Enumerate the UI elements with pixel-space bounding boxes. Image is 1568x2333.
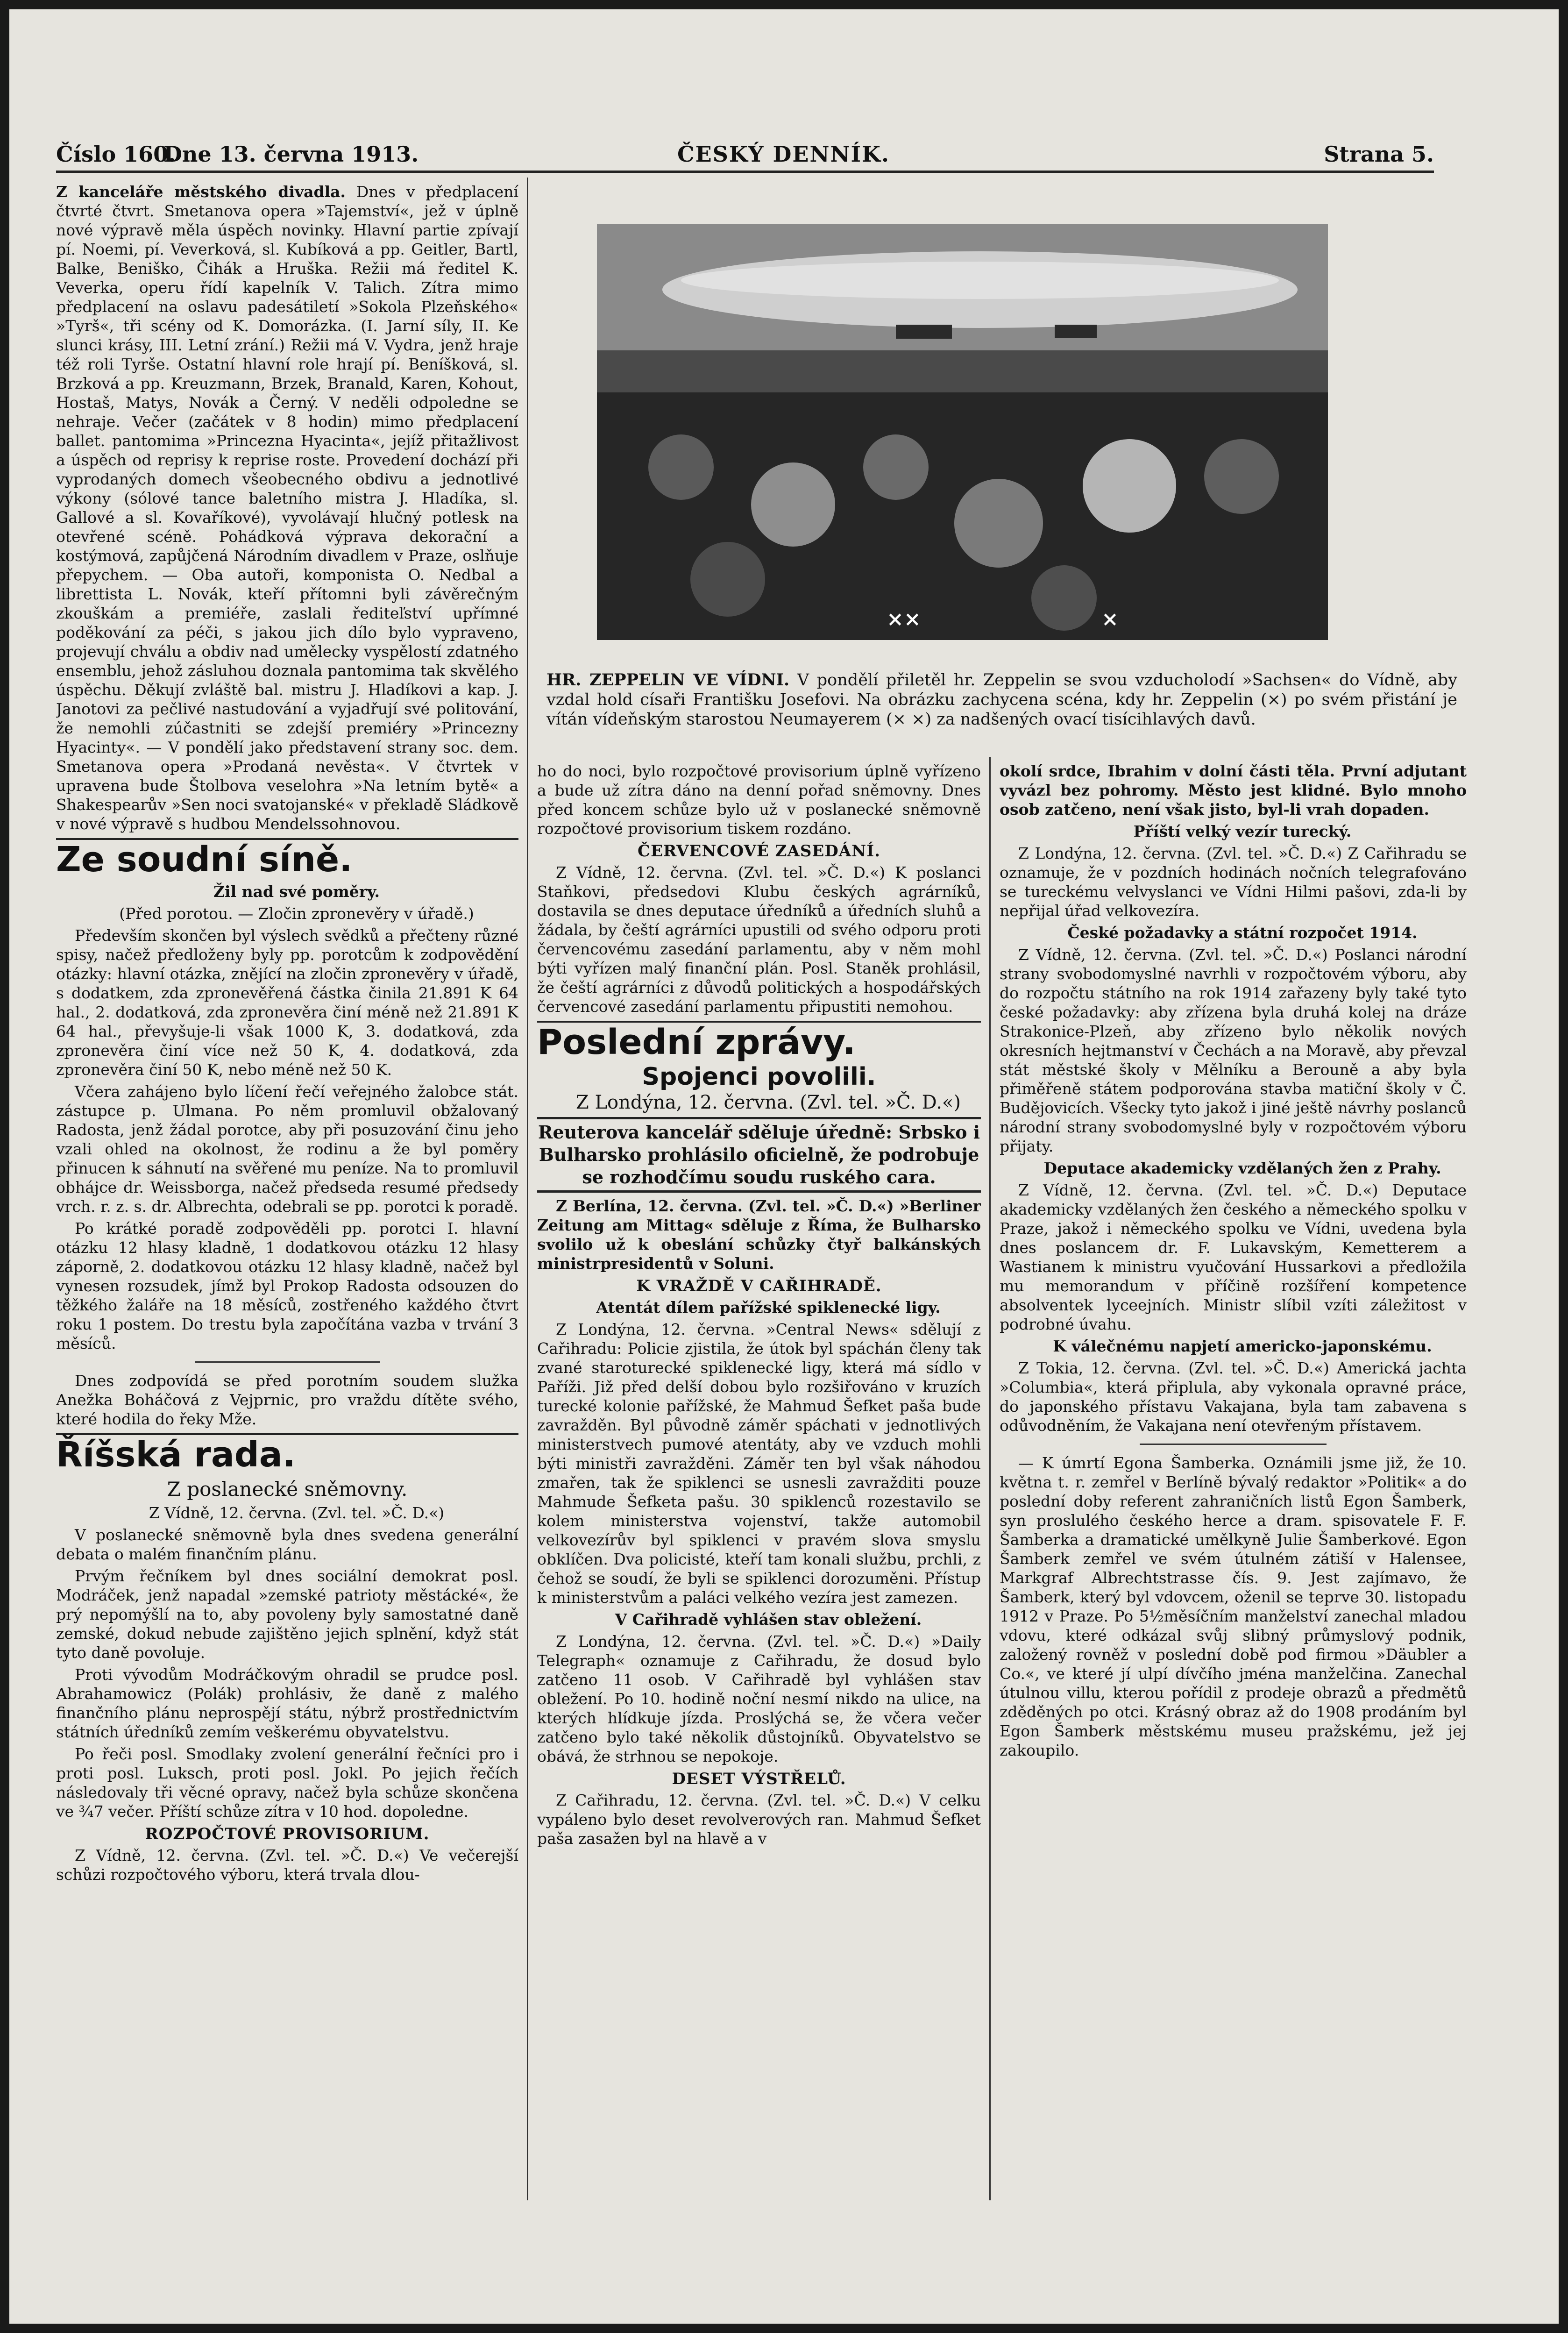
issue-date: Dne 13. června 1913. <box>163 142 419 167</box>
valecne-paragraph: Z Tokia, 12. června. (Zvl. tel. »Č. D.«) Americká jachta »Columbia«, která připlula, aby vykonala opravné práce, do japonského přístavu Vakajana, byla tam zabavena s odůvodněním, že Vakajana není otevřeným přístavem. <box>1000 1359 1467 1435</box>
theatre-text: Dnes v předplacení čtvrté čtvrt. Smetanova opera »Tajemství«, jež v úplně nové výpravě měla úspěch novinky. Hlavní partie zpívají pí. Noemi, pí. Veverková, sl. Kubíková a pp. Geitler, Bartl, Balke, Beniško, Čihák a Hruška. Režii má ředitel K. Veverka, operu řídí kapelník V. Talich. Zítra mimo předplacení na oslavu padesátiletí »Sokola Plzeňského« »Tyrš«, tři scény od K. Domorázka. (I. Jarní síly, II. Ke slunci krásy, III. Letní zrání.) Režii má V. Vydra, jenž hraje též roli Tyrše. Ostatní hlavní role hrají pí. Beníšková, sl. Brzková a pp. Kreuzmann, Brzek, Branald, Karen, Kohout, Hostaš, Matys, Novák a Černý. V neděli odpoledne se nehraje. Večer (začátek v 8 hodin) mimo předplacení ballet. pantomima »Princezna Hyacinta«, jejíž přitažlivost a úspěch od reprisy k reprise roste. Provedení dochází při vyprodaných domech všeobecného obdivu a jednotlivé výkony (sólové tance baletního mistra J. Hladíka, sl. Gallové a sl. Kovaříkové), vyvolávají hlučný potlesk na otevřené scéně. Pohádková výprava dekorační a kostýmová, zapůjčená Národním divadlem v Praze, oslňuje přepychem. — Oba autoři, komponista O. Nedbal a librettista L. Novák, kteří přítomni byli závěrečným zkouškám a premiéře, zaslali řediteľství upřímné poděkování za péči, s jakou jich dílo bylo vypraveno, projevují chválu a obdiv nad umělecky vyspělostí zdatného ensemblu, jehož zásluhou doznala pantomima tak skvělého úspěchu. Děkují zvláště bal. mistru J. Hladíkovi a kap. J. Janotovi za pečlivé nastudování a vyjadřují své politování, že nemohli zúčastniti se zdejší premiéry »Princezny Hyacinty«. — V pondělí jako představení strany soc. dem. Smetanova opera »Prodaná nevěsta«. V čtvrtek v upravena bude Štolbova veselohra »Na letním bytě« a Shakespearův »Sen noci svatojanské« v překladě Sládkově v nové výpravě s hudbou Mendelssohnovou. <box>56 183 518 833</box>
column-left <box>56 182 518 2200</box>
cervencove-paragraph: Z Vídně, 12. června. (Zvl. tel. »Č. D.«) K poslanci Staňkovi, předsedovi Klubu českých agrárníků, dostavila se dnes deputace úředníků a úředních sluhů a žádala, by čeští agrárníci upustili od svého odporu proti červencovému zasedání parlamentu, aby v něm mohl býti vyřízen malý finanční plán. Posl. Staněk prohlásil, že čeští agrárníci z důvodů politických a hospodářských červencové zasedání parlamentu připustiti nemohou. <box>537 863 981 1016</box>
rada-subtitle: Z poslanecké sněmovny. <box>167 1478 408 1501</box>
court-paragraph: Dnes zodpovídá se před porotním soudem služka Anežka Boháčová z Vejprnic, pro vraždu dítěte svého, které hodila do řeky Mže. <box>56 1372 518 1428</box>
rozpocet-paragraph: Z Vídně, 12. června. (Zvl. tel. »Č. D.«) Ve večerejší schůzi rozpočtového výboru, která trvala dlou- <box>56 1846 518 1884</box>
separator <box>195 1361 380 1363</box>
deputace-paragraph: Z Vídně, 12. června. (Zvl. tel. »Č. D.«) Deputace akademicky vzdělaných žen českého a německého spolku v Praze, jakož i německého spolku ve Vídni, uvedena byla dnes poslancem dr. F. Lukavským, Kemetterem a Wastianem k ministru vyučování Hussarkovi a předložila mu memorandum v příčině rozšíření kompetence absolventek lyceejních. Ministr slíbil vzíti záležitost v podrobné úvahu. <box>1000 1181 1467 1333</box>
vezir-paragraph: Z Londýna, 12. června. (Zvl. tel. »Č. D.«) Z Cařihradu se oznamuje, že v pozdních hodinách nočních telegrafováno se tureckému velvyslanci ve Vídni Hilmi pašovi, zda-li by nepřijal úřad velkovezíra. <box>1000 844 1467 920</box>
photo-caption <box>546 670 1457 729</box>
samberk-paragraph: — K úmrtí Egona Šamberka. Oznámili jsme již, že 10. května t. r. zemřel v Berlíně bývalý redaktor »Politik« a do poslední doby referent zahraničních listů Egon Šamberk, syn proslulého českého herce a dram. spisovatele F. F. Šamberka a dramatické umělkyně Julie Šamberkové. Egon Šamberk zemřel ve svém útulném zátiší v Halensee, Markgraf Albrechtstrasse čís. 9. Jest zajímavo, že Šamberk, který byl vdovcem, oženil se teprve 30. listopadu 1912 v Praze. Po 5½měsíčním manželství zanechal mladou vdovu, které odkázal svůj slibný průmyslový podnik, založený rovněž v poslední době pod firmou »Däubler a Co.«, ve které jí ulpí dívčího jména manželčina. Zanechal útulnou villu, kterou pořídil z prodeje obrazů a předmětů zděděných po otci. Krásný obraz až do 1908 prodáním byl Egon Šamberk městskému museu pražskému, jež jej zakoupilo. <box>1000 1454 1467 1759</box>
latest-news-title: Poslední zprávy. <box>537 1021 981 1062</box>
rada-paragraph: V poslanecké sněmovně byla dnes svedena generální debata o malém finančním plánu. <box>56 1526 518 1563</box>
marker-zeppelin: × <box>1101 607 1119 631</box>
vezir-heading: Příští velký vezír turecký. <box>1133 822 1352 840</box>
page-number: Strana 5. <box>1324 142 1434 167</box>
theatre-head: Z kanceláře městského divadla. <box>56 183 346 201</box>
column-right <box>1000 761 1467 2200</box>
theatre-article <box>56 182 518 833</box>
column-middle <box>537 761 981 2200</box>
court-subtitle: Žil nad své poměry. <box>213 882 380 901</box>
latest-news-box: Reuterova kancelář sděluje úředně: Srbsko i Bulharsko prohlásilo oficielně, že podrobuje se rozhodčímu soudu ruského cara. <box>537 1117 981 1193</box>
zeppelin-photo-illustration <box>597 224 1328 640</box>
issue-number: Číslo 160. <box>56 142 176 167</box>
rozpocet-heading: ROZPOČTOVÉ PROVISORIUM. <box>145 1825 430 1843</box>
caption-text: V pondělí přiletěl hr. Zeppelin se svou vzducholodí »Sachsen« do Vídně, aby vzdal hold císaři Františku Josefovi. Na obrázku zachycena scéna, kdy hr. Zeppelin (×) po svém přistání je vítán vídeňským starostou Neumayerem (× ×) za nadšených ovací tisícihlavých davů. <box>546 671 1457 729</box>
berlin-paragraph: Z Berlína, 12. června. (Zvl. tel. »Č. D.«) »Berliner Zeitung am Mittag« sděluje z Říma, že Bulharsko svolilo už k obeslání schůzky čtyř balkánských ministrpresidentů v Soluni. <box>537 1197 981 1273</box>
column-divider <box>527 178 528 2200</box>
newspaper-page <box>9 9 1559 2324</box>
rada-paragraph: Proti vývodům Modráčkovým ohradil se prudce posl. Abrahamowicz (Polák) prohlásiv, že daně z malého finančního plánu neprospějí státu, nýbrž prostřednictvím státních úředníků zemím veškerému obyvatelstvu. <box>56 1665 518 1741</box>
zeppelin-photo <box>597 224 1328 640</box>
pozadavky-paragraph: Z Vídně, 12. června. (Zvl. tel. »Č. D.«) Poslanci národní strany svobodomyslné navrhli v rozpočtovém výboru, aby do rozpočtu státního na rok 1914 zařazeny byly také tyto české požadavky: aby zřízena byla druhá kolej na dráze Strakonice-Plzeň, aby zřízeno bylo několik nových okresních hejtmanství v Čechách a na Moravě, aby převzal stát městské školy v Mělníku a Berouně a aby byla přiměřeně státem podporována stavba matiční školy v Č. Budějovicích. Všecky tyto jakož i jiné ještě návrhy poslanců národní strany svobodomyslné byly v rozpočtovém výboru přijaty. <box>1000 946 1467 1155</box>
vrazda-heading: K VRAŽDĚ V CAŘIHRADĚ. <box>636 1277 882 1295</box>
court-paragraph: Především skončen byl výslech svědků a přečteny různé spisy, načež předloženy byly pp. porotcům k zodpovědění otázky: hlavní otázka, znějící na zločin zpronevěry v úřadě, s dodatkem, zda zpronevěřená částka činila 21.891 K 64 hal., 2. dodatková, zda zpronevěra činí méně než 21.891 K 64 hal., převyšuje-li však 1000 K, 3. dodatková, zda zpronevěra činí více než 50 K, 4. dodatková, zda zpronevěra činí 50 K, nebo méně než 50 K. <box>56 926 518 1079</box>
rada-paragraph: Prvým řečníkem byl dnes sociální demokrat posl. Modráček, jenž napadal »zemské patrioty městácké«, že prý nepomýšlí na to, aby povoleny byly samostatné daně zemské, dokud nebude zajištěno jejich splnění, když stát tyto daně povoluje. <box>56 1567 518 1662</box>
court-paragraph: Po krátké poradě zodpověděli pp. porotci I. hlavní otázku 12 hlasy kladně, 1 dodatkovou otázku 12 hlasy záporně, 2. dodatkovou otázku 12 hlasy kladně, načež byl vynesen rozsudek, jímž byl Prokop Radosta odsouzen do těžkého žaláře na 18 měsíců, zostřeného každého čtvrt roku 1 postem. Do trestu byla započítána vazba v trvání 3 měsíců. <box>56 1219 518 1352</box>
valecne-heading: K válečnému napjetí americko-japonskému. <box>1053 1337 1432 1355</box>
deset-continued: okolí srdce, Ibrahim v dolní části těla. První adjutant vyvázl bez pohromy. Město jest klidné. Bylo mnoho osob zatčeno, není však jisto, byl-li vrah dopaden. <box>1000 762 1467 818</box>
page-header <box>56 138 1434 173</box>
latest-news-dateline: Z Londýna, 12. června. (Zvl. tel. »Č. D.«) <box>575 1092 961 1113</box>
vrazda-subtitle: Atentát dílem pařížské spiklenecké ligy. <box>596 1298 941 1316</box>
cervencove-heading: ČERVENCOVÉ ZASEDÁNÍ. <box>638 842 880 861</box>
court-porota: (Před porotou. — Zločin zpronevěry v úřadě.) <box>119 904 474 923</box>
rada-section-title: Říšská rada. <box>56 1433 518 1474</box>
rada-paragraph: Po řeči posl. Smodlaky zvolení generální řečníci pro i proti posl. Luksch, proti posl. Jokl. Po jejich řečích následovaly tři věcné opravy, načež byla schůze skončena ve ¾7 večer. Příští schůze zítra v 10 hod. dopoledne. <box>56 1745 518 1821</box>
deputace-heading: Deputace akademicky vzdělaných žen z Prahy. <box>1043 1159 1441 1177</box>
rada-dateline: Z Vídně, 12. června. (Zvl. tel. »Č. D.«) <box>149 1504 445 1522</box>
vyhlasen-heading: V Cařihradě vyhlášen stav obležení. <box>615 1610 922 1629</box>
latest-news-subtitle: Spojenci povolili. <box>642 1063 876 1091</box>
deset-paragraph: Z Cařihradu, 12. června. (Zvl. tel. »Č. D.«) V celku vypáleno bylo deset revolverových ran. Mahmud Šefket paša zasažen byl na hlavě a v <box>537 1791 981 1848</box>
caption-head: HR. ZEPPELIN VE VÍDNI. <box>546 670 790 690</box>
column-divider <box>989 757 991 2200</box>
marker-mayor: ×× <box>887 607 921 631</box>
rozpocet-continued: ho do noci, bylo rozpočtové provisorium úplně vyřízeno a bude už zítra dáno na denní pořad sněmovny. Dnes před koncem schůze bylo už v poslanecké sněmovně rozpočtové provisorium tiskem rozdáno. <box>537 762 981 838</box>
court-paragraph: Včera zahájeno bylo líčení řečí veřejného žalobce stát. zástupce p. Ulmana. Po něm promluvil obžalovaný Radosta, jenž žádal porotce, aby při posuzování činu jeho vzali ohled na okolnost, že rodinu a že byl poměry přinucen k sáhnutí na svěřené mu peníze. Na to promluvil obhájce dr. Weissborga, načež předseda resumé předsedy vrch. r. z. s. dr. Albrechta, odebrali se pp. porotci k poradě. <box>56 1082 518 1216</box>
masthead-title: ČESKÝ DENNÍK. <box>677 142 890 167</box>
deset-heading: DESET VÝSTŘELŮ. <box>672 1770 846 1788</box>
vyhlasen-paragraph: Z Londýna, 12. června. (Zvl. tel. »Č. D.«) »Daily Telegraph« oznamuje z Cařihradu, že dosud bylo zatčeno 11 osob. V Cařihradě byl vyhlášen stav obležení. Po 10. hodině noční nesmí nikdo na ulice, na kterých hlídkuje jízda. Proslýchá se, že včera večer zatčeno bylo také několik důstojníků. Obyvatelstvo se obává, že strhnou se nepokoje. <box>537 1632 981 1765</box>
court-section-title: Ze soudní síně. <box>56 838 518 879</box>
vrazda-paragraph: Z Londýna, 12. června. »Central News« sdělují z Cařihradu: Policie zjistila, že útok byl spáchán členy tak zvané staroturecké spiklenecké ligy, která má sídlo v Paříži. Již před delší dobou bylo rozšiřováno v kruzích turecké kolonie pařížské, že Mahmud Šefket paša bude zavražděn. Byl původně záměr spáchati v jednotlivých ministerstvech pumové atentáty, aby ve vzduch mohli býti ministři zavražděni. Záměr ten byl však náhodou zmařen, tak že spiklenci se usnesli zavražditi pouze Mahmude Šefketa pašu. 30 spiklenců rozestavilo se kolem ministerstva vojenství, takže automobil velkovezírův byl spiklenci v pravém slova smyslu obklíčen. Dva policisté, kteří tam konali službu, prchli, z čehož se soudí, že byli se spiklenci dorozuměni. Přístup k ministerstvům a paláci velkého vezíra jest zamezen. <box>537 1320 981 1607</box>
separator <box>1140 1444 1327 1445</box>
pozadavky-heading: České požadavky a státní rozpočet 1914. <box>1067 924 1418 942</box>
